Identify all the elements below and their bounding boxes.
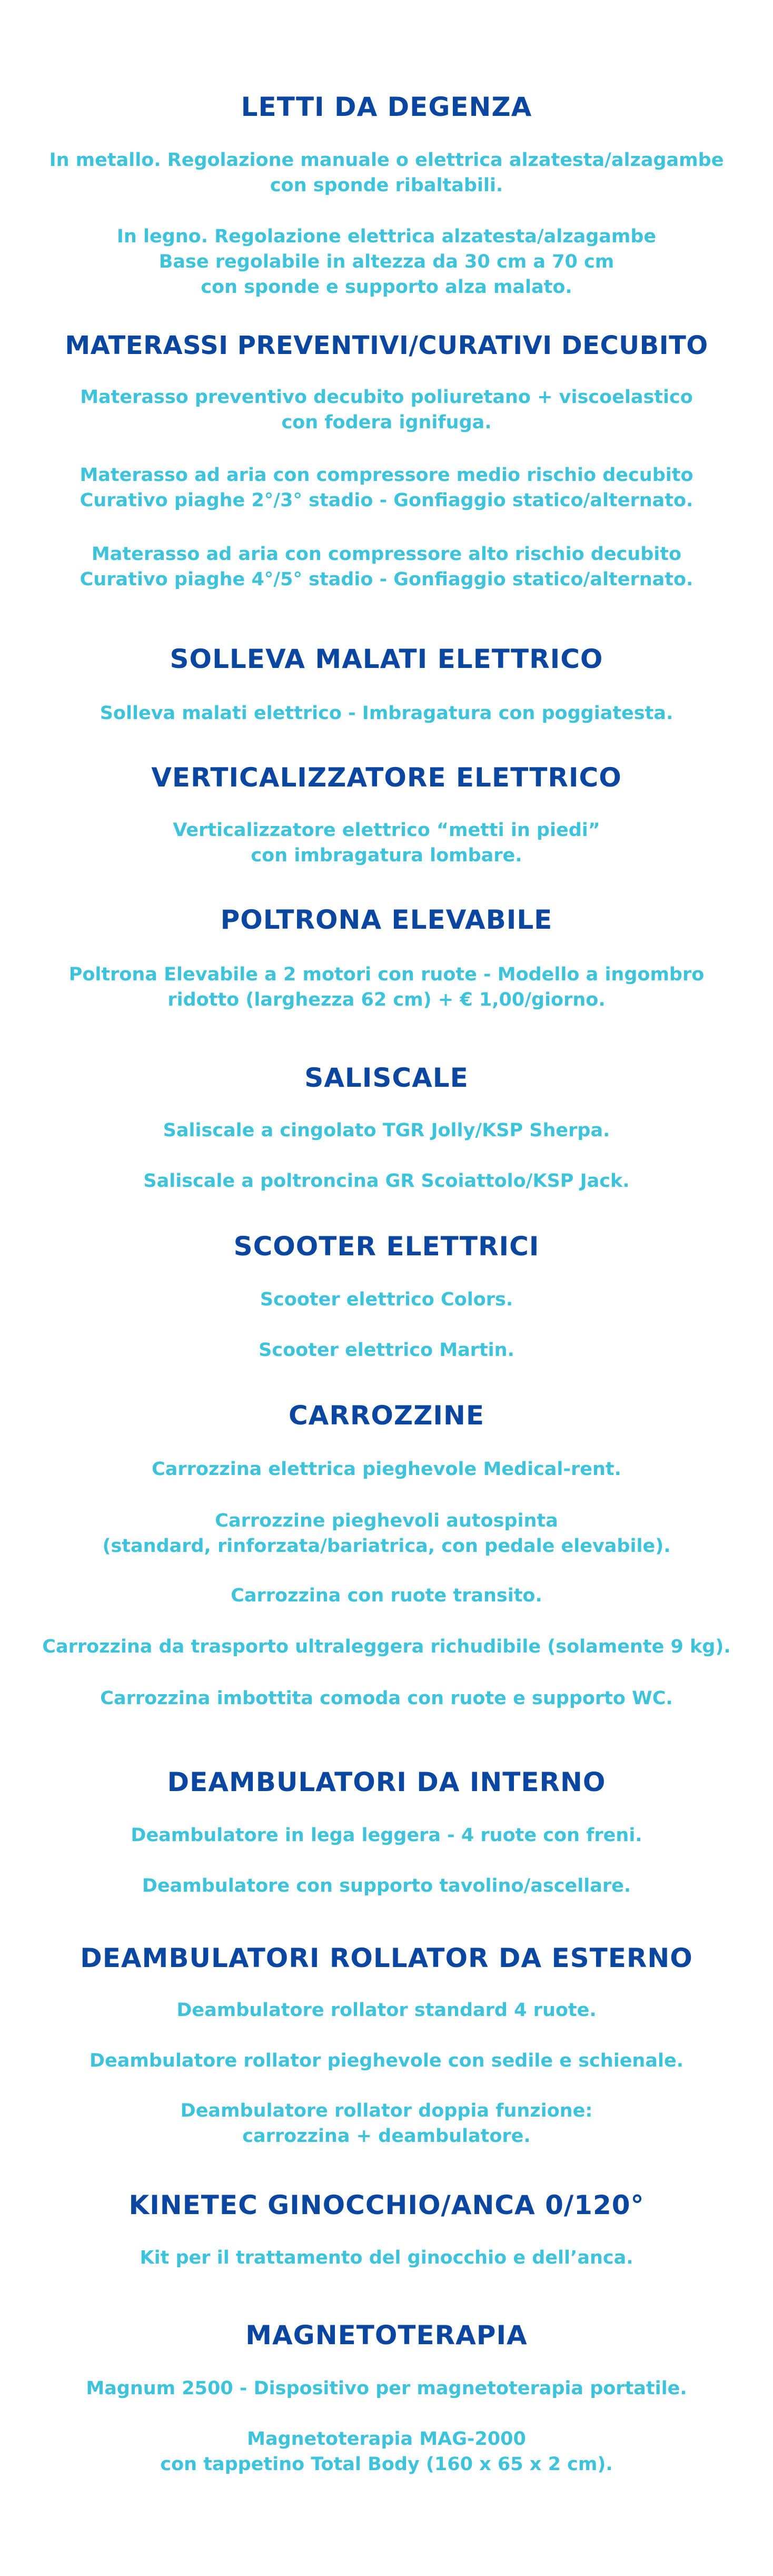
item-line: Materasso ad aria con compressore alto rischio decubito [91,544,682,565]
item-scooter-colors [0,1287,773,1312]
item-rollator-pieghevole [0,2048,773,2073]
item-line: Magnum 2500 - Dispositivo per magnetoterapia portatile. [86,2378,687,2399]
item-line: Deambulatore in lega leggera - 4 ruote con freni. [131,1825,642,1846]
item-carrozzina-elettrica [0,1457,773,1482]
item-saliscale-poltroncina [0,1168,773,1194]
item-carrozzina-trasporto [0,1634,773,1659]
item-line: Curativo piaghe 2°/3° stadio - Gonfiaggio statico/alternato. [80,490,693,511]
section-title-scooter: SCOOTER ELETTRICI [233,1231,540,1262]
item-rollator-standard [0,1998,773,2023]
item-line: Verticalizzatore elettrico “metti in piedi” [173,820,600,841]
item-line: Base regolabile in altezza da 30 cm a 70 cm [158,251,615,272]
section-title-materassi: MATERASSI PREVENTIVI/CURATIVI DECUBITO [65,331,708,360]
section-title-letti: LETTI DA DEGENZA [241,92,532,122]
item-line: ridotto (larghezza 62 cm) + € 1,00/giorno. [167,989,606,1010]
item-line: Solleva malati elettrico - Imbragatura con poggiatesta. [100,703,673,724]
item-line: Deambulatore rollator doppia funzione: [180,2100,593,2121]
item-line: Materasso preventivo decubito poliuretano + viscoelastico [80,387,693,408]
item-line: Deambulatore rollator pieghevole con sedile e schienale. [90,2050,683,2071]
item-solleva-malati [0,701,773,726]
item-line: Carrozzine pieghevoli autospinta [215,1510,558,1531]
item-line: Scooter elettrico Martin. [259,1340,514,1361]
item-carrozzina-transito [0,1583,773,1608]
section-title-carrozzine: CARROZZINE [288,1400,484,1431]
section-title-magnetoterapia: MAGNETOTERAPIA [245,2320,528,2351]
item-line: In metallo. Regolazione manuale o elettrica alzatesta/alzagambe [49,150,724,171]
section-title-solleva: SOLLEVA MALATI ELETTRICO [170,644,603,674]
item-line: Carrozzina da trasporto ultraleggera richudibile (solamente 9 kg). [42,1636,731,1657]
item-line: Carrozzina imbottita comoda con ruote e supporto WC. [100,1688,673,1709]
item-scooter-martin [0,1338,773,1363]
item-line: In legno. Regolazione elettrica alzatesta/alzagambe [116,226,657,247]
item-line: con fodera ignifuga. [281,412,492,433]
item-carrozzine-autospinta [0,1508,773,1559]
item-materasso-medio-rischio [0,463,773,513]
item-line: Materasso ad aria con compressore medio rischio decubito [80,465,693,486]
item-line: Saliscale a cingolato TGR Jolly/KSP Sherpa. [163,1120,610,1141]
section-title-kinetec: KINETEC GINOCCHIO/ANCA 0/120° [128,2190,645,2220]
item-line: Deambulatore con supporto tavolino/ascellare. [142,1875,631,1896]
item-deambulatore-lega [0,1823,773,1848]
item-materasso-preventivo [0,385,773,435]
item-line: Deambulatore rollator standard 4 ruote. [176,2000,597,2021]
item-magnum-2500 [0,2376,773,2401]
item-materasso-alto-rischio [0,542,773,592]
item-line: (standard, rinforzata/bariatrica, con pedale elevabile). [102,1536,671,1557]
item-carrozzina-comoda [0,1686,773,1711]
section-title-deambulatori-interno: DEAMBULATORI DA INTERNO [167,1767,606,1797]
item-deambulatore-tavolino [0,1873,773,1899]
item-line: Scooter elettrico Colors. [260,1289,513,1310]
item-letti-legno [0,224,773,300]
item-mag-2000 [0,2426,773,2477]
item-line: Carrozzina con ruote transito. [231,1585,542,1606]
section-title-poltrona: POLTRONA ELEVABILE [220,904,553,935]
item-kinetec-kit [0,2245,773,2270]
item-line: Magnetoterapia MAG-2000 [247,2428,526,2450]
item-line: Curativo piaghe 4°/5° stadio - Gonfiaggio statico/alternato. [80,569,693,590]
section-title-rollator: DEAMBULATORI ROLLATOR DA ESTERNO [80,1943,693,1973]
item-line: Saliscale a poltroncina GR Scoiattolo/KSP Jack. [143,1171,630,1192]
section-title-verticalizzatore: VERTICALIZZATORE ELETTRICO [151,762,622,793]
item-line: con imbragatura lombare. [251,845,522,866]
item-saliscale-cingolato [0,1118,773,1143]
section-title-saliscale: SALISCALE [304,1063,469,1093]
item-poltrona-elevabile [0,962,773,1012]
item-line: Carrozzina elettrica pieghevole Medical-rent. [152,1459,621,1480]
item-verticalizzatore [0,818,773,868]
item-line: Poltrona Elevabile a 2 motori con ruote - Modello a ingombro [68,964,705,985]
item-line: con sponde e supporto alza malato. [201,277,572,298]
item-line: con tappetino Total Body (160 x 65 x 2 cm). [160,2454,613,2475]
item-rollator-doppia-funzione [0,2098,773,2149]
item-line: Kit per il trattamento del ginocchio e dell’anca. [140,2247,633,2268]
item-line: con sponde ribaltabili. [270,175,503,196]
item-line: carrozzina + deambulatore. [242,2126,531,2147]
item-letti-metallo [0,148,773,198]
